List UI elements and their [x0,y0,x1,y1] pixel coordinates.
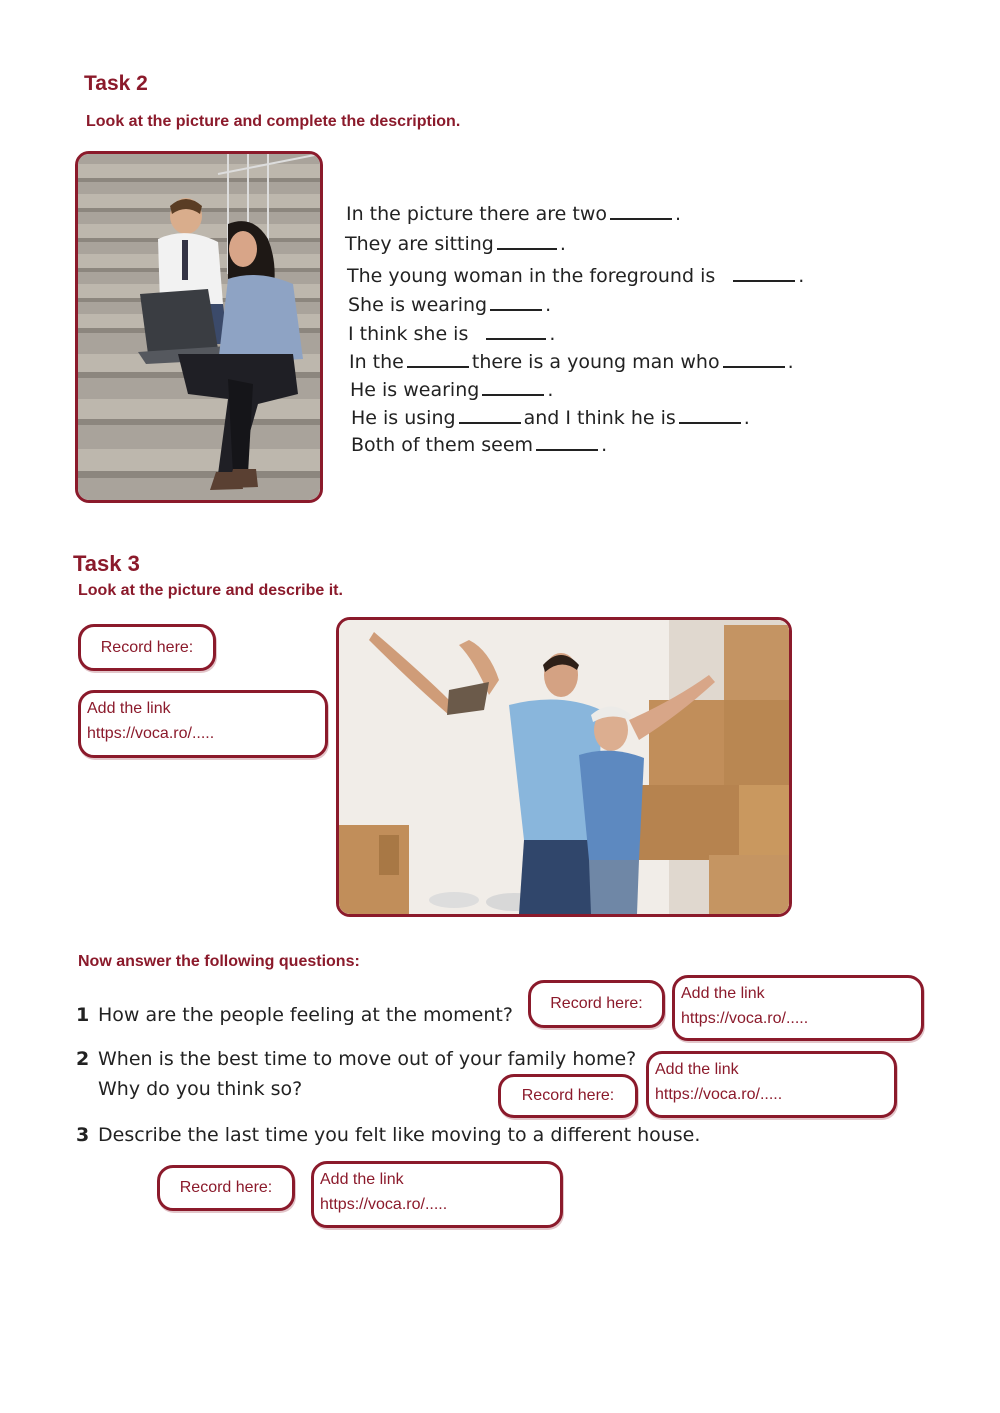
description-line-3: The young woman in the foreground is . [347,265,805,287]
record-label: Record here: [521,1087,615,1104]
description-line-6: In the there is a young man who . [349,351,794,373]
description-line-7: He is wearing . [350,379,554,401]
answer-blank[interactable] [610,204,672,220]
students-on-stairs-photo [75,151,323,503]
link-label: Add the link [87,700,171,717]
question-number: 2 [76,1048,90,1070]
link-url: https://voca.ro/..... [681,1010,809,1027]
link-label: Add the link [320,1171,404,1188]
q3-link-field[interactable] [311,1161,563,1228]
question-2-followup: Why do you think so? [98,1078,303,1100]
question-text: How are the people feeling at the moment? [98,1004,513,1026]
question-number: 1 [76,1004,90,1026]
task3-record-button[interactable] [78,624,216,671]
answer-blank[interactable] [723,352,785,368]
questions-intro: Now answer the following questions: [78,953,360,970]
answer-blank[interactable] [486,324,546,340]
description-line-2: They are sitting . [345,233,566,255]
task3-link-field[interactable] [78,690,328,758]
task2-heading: Task 2 [84,72,148,95]
task3-instruction: Look at the picture and describe it. [78,582,343,599]
description-line-8: He is using and I think he is . [351,407,750,429]
link-url: https://voca.ro/..... [655,1086,783,1103]
description-line-9: Both of them seem . [351,434,608,456]
q3-record-button[interactable] [157,1165,295,1211]
link-url: https://voca.ro/..... [320,1196,448,1213]
record-label: Record here: [550,995,643,1012]
link-label: Add the link [681,985,765,1002]
description-line-1: In the picture there are two . [346,203,682,225]
question-2 [76,1048,636,1070]
answer-blank[interactable] [459,408,521,424]
description-line-5: I think she is . [348,323,556,345]
answer-blank[interactable] [733,266,795,282]
q1-record-button[interactable] [528,980,665,1028]
question-1 [76,1004,513,1026]
answer-blank[interactable] [407,352,469,368]
q2-link-field[interactable] [646,1051,897,1118]
answer-blank[interactable] [536,435,598,451]
q1-link-field[interactable] [672,975,924,1041]
task2-instruction: Look at the picture and complete the description. [86,113,461,130]
record-label: Record here: [100,638,194,656]
link-url: https://voca.ro/..... [87,725,215,742]
q2-record-button[interactable] [498,1074,638,1118]
answer-blank[interactable] [482,380,544,396]
description-line-4: She is wearing . [348,294,552,316]
question-number: 3 [76,1124,90,1146]
link-label: Add the link [655,1061,739,1078]
answer-blank[interactable] [490,295,542,311]
question-text: Describe the last time you felt like moving to a different house. [98,1124,701,1146]
question-3 [76,1124,700,1146]
moving-couple-photo [336,617,792,917]
moving-couple-illustration [339,620,789,914]
record-label: Record here: [179,1179,273,1196]
task3-heading: Task 3 [73,551,140,576]
answer-blank[interactable] [497,234,557,250]
answer-blank[interactable] [679,408,741,424]
students-on-stairs-illustration [78,154,320,500]
question-text: When is the best time to move out of your family home? [98,1048,637,1070]
